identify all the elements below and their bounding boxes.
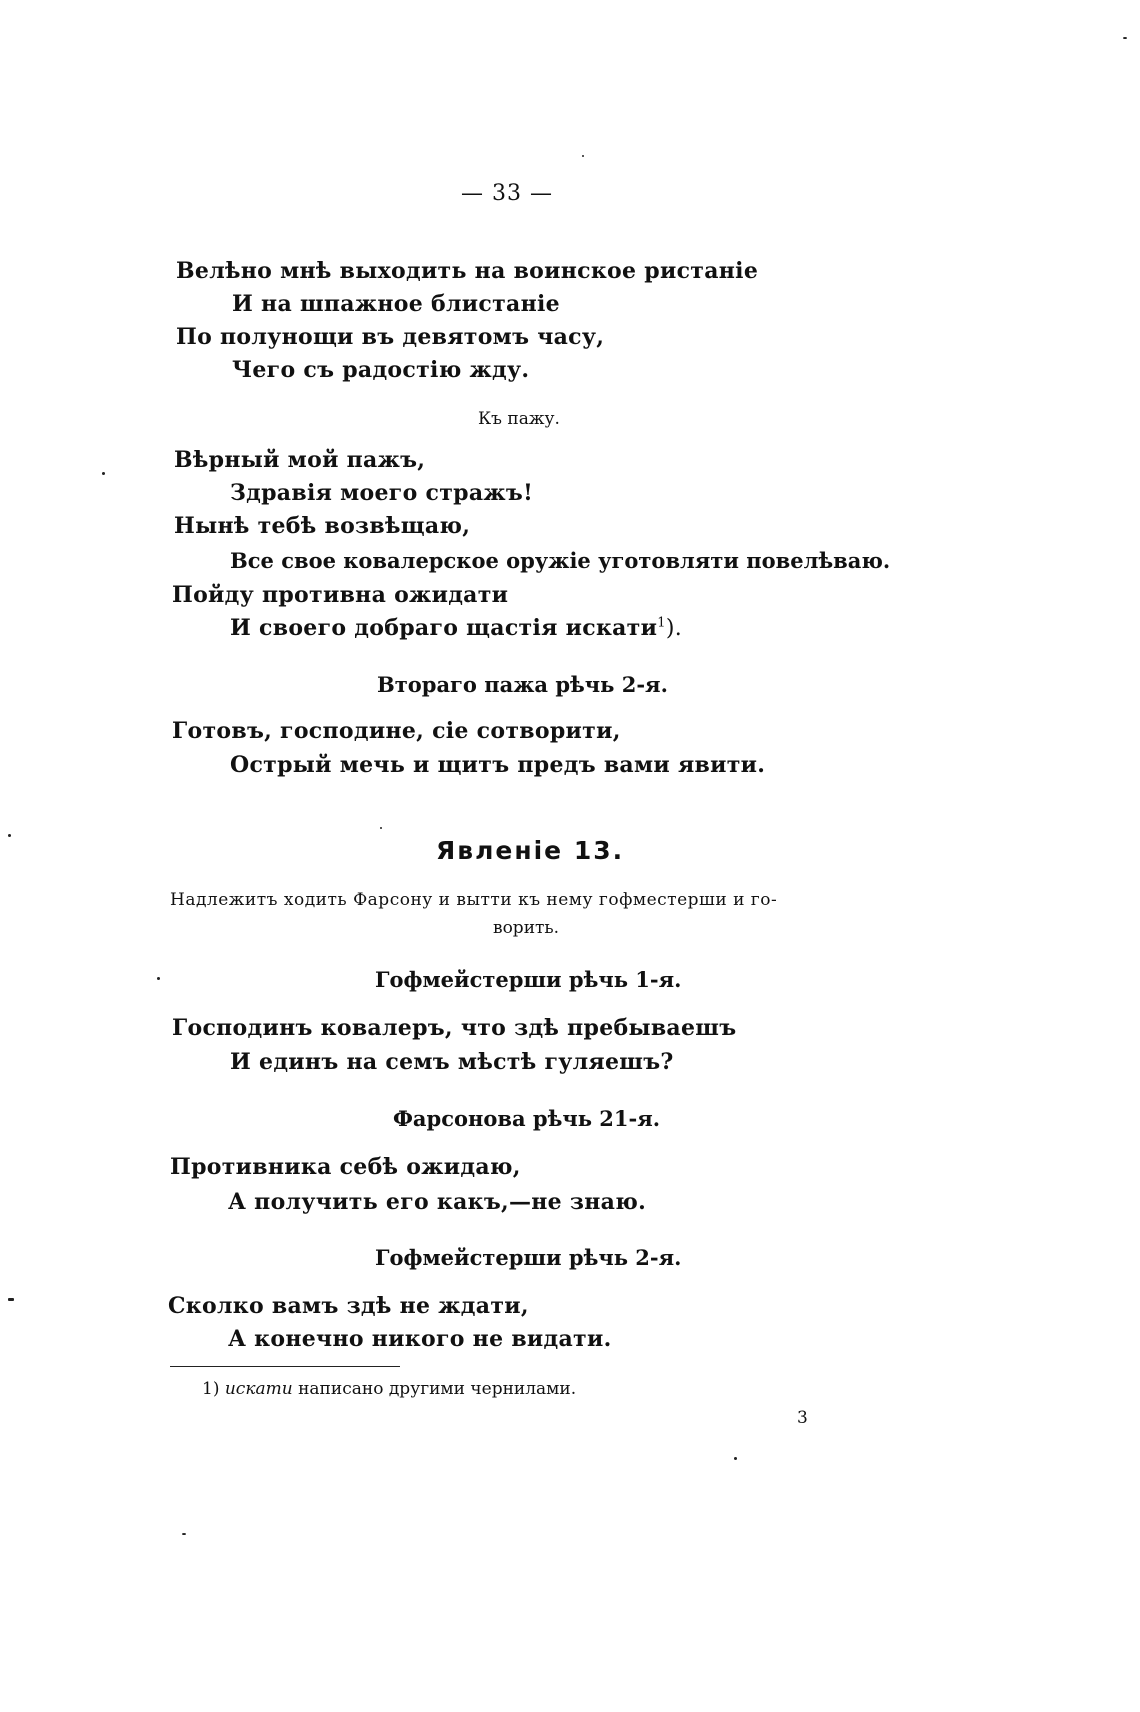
stage-direction: ворить. (493, 918, 560, 938)
verse-line: Острый мечь и щитъ предъ вами явити. (230, 752, 766, 778)
stage-direction: Надлежитъ ходить Фарсону и вытти къ нему гофместерши и го- (170, 890, 778, 910)
page-number: — 33 — (461, 181, 553, 206)
footnote-marker: 1) (202, 1379, 220, 1399)
speaker-heading: Втораго пажа рѣчь 2-я. (377, 672, 668, 697)
footnote (202, 1379, 576, 1399)
speaker-heading: Фарсонова рѣчь 21-я. (393, 1106, 661, 1131)
verse-line: Господинъ ковалеръ, что здѣ пребываешъ (172, 1015, 737, 1041)
scan-speck (734, 1457, 737, 1460)
verse-line: Все свое ковалерское оружіе уготовляти повелѣваю. (230, 548, 891, 573)
scan-speck (582, 155, 584, 157)
scan-speck (8, 834, 11, 837)
verse-line: Пойду противна ожидати (172, 582, 509, 608)
verse-line: Противника себѣ ожидаю, (170, 1154, 521, 1180)
footnote-ref: 1 (657, 615, 666, 631)
verse-line: Сколко вамъ здѣ не ждати, (168, 1293, 529, 1319)
footnote-rule (170, 1366, 400, 1367)
verse-line: А получить его какъ,—не знаю. (228, 1189, 647, 1215)
verse-line: Нынѣ тебѣ возвѣщаю, (174, 513, 471, 539)
scan-speck (1123, 37, 1127, 39)
speaker-heading: Гофмейстерши рѣчь 1-я. (375, 967, 682, 992)
verse-line (230, 615, 682, 641)
verse-line: И на шпажное блистаніе (232, 291, 560, 317)
scene-title: Явленіе 13. (436, 836, 625, 865)
verse-text: И своего добраго щастія искати (230, 615, 658, 641)
stage-direction: Къ пажу. (478, 409, 560, 429)
scan-speck (182, 1533, 186, 1535)
verse-line: Чего съ радостію жду. (232, 357, 530, 383)
verse-line: Вѣрный мой пажъ, (174, 447, 426, 473)
scan-speck (8, 1298, 14, 1301)
signature-mark: 3 (797, 1408, 808, 1428)
verse-text-tail: ). (665, 616, 683, 641)
verse-line: Здравія моего стражъ! (230, 480, 534, 506)
scan-speck (102, 472, 105, 475)
verse-line: По полунощи въ девятомъ часу, (176, 324, 605, 350)
scan-speck (157, 977, 160, 980)
scan-speck (380, 827, 382, 829)
speaker-heading: Гофмейстерши рѣчь 2-я. (375, 1245, 682, 1270)
verse-line: И единъ на семъ мѣстѣ гуляешъ? (230, 1049, 674, 1075)
verse-line: Готовъ, господине, сіе сотворити, (172, 718, 621, 744)
footnote-italic-word: искати (224, 1379, 293, 1399)
footnote-text: написано другими чернилами. (292, 1379, 577, 1399)
verse-line: А конечно никого не видати. (228, 1326, 612, 1352)
verse-line: Велѣно мнѣ выходить на воинское ристаніе (176, 258, 759, 284)
